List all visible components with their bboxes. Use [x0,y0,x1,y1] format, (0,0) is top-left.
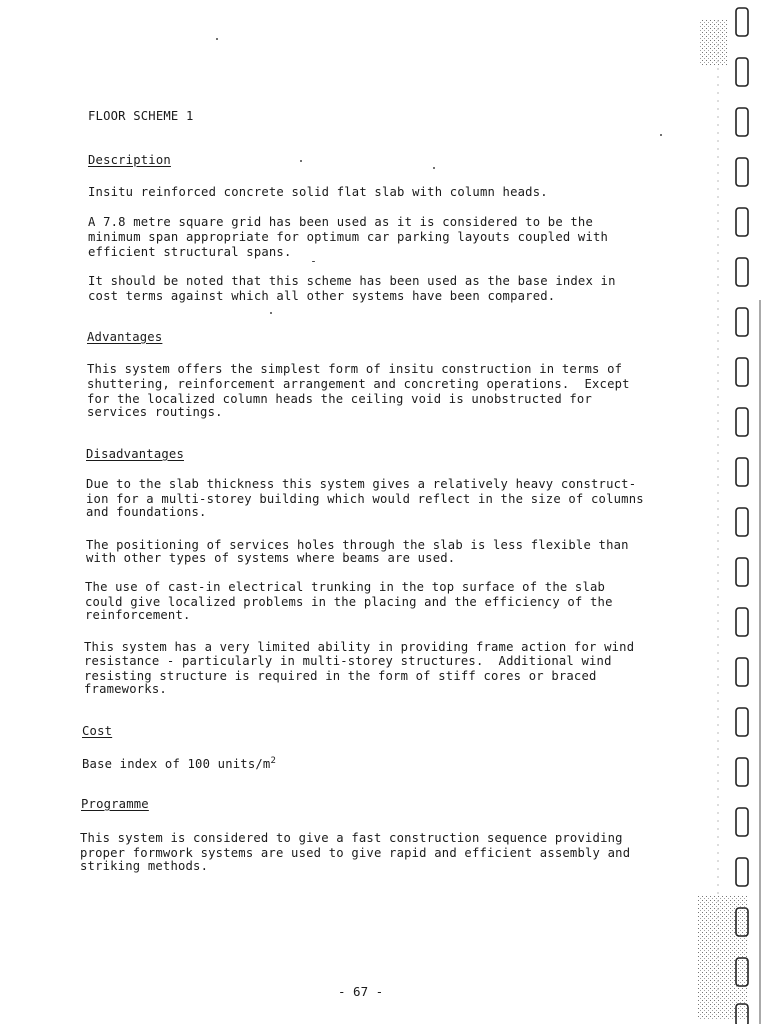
page-number: - 67 - [338,984,384,999]
heading-description: Description [88,153,171,167]
text-line: A 7.8 metre square grid has been used as it is considered to be the [88,215,594,229]
scan-speck [216,38,218,40]
text-line: minimum span appropriate for optimum car parking layouts coupled with [88,230,609,244]
text-line: This system is considered to give a fast construction sequence providing [80,831,623,845]
text-line: could give localized problems in the placing and the efficiency of the [85,595,613,609]
heading-disadvantages: Disadvantages [86,447,184,461]
text-line: services routings. [87,405,223,419]
scan-speck [312,261,315,262]
page-title: FLOOR SCHEME 1 [88,109,194,123]
heading-advantages: Advantages [87,330,163,344]
text-line: This system offers the simplest form of insitu construction in terms of [87,362,623,376]
text-line: frameworks. [84,682,167,696]
spiral-binding [698,0,768,1024]
text-line: reinforcement. [85,608,191,622]
text-line: resisting structure is required in the form of stiff cores or braced [84,669,597,683]
cost-superscript: 2 [270,756,277,766]
heading-programme: Programme [81,797,149,811]
text-line: with other types of systems where beams are used. [86,551,456,565]
text-line: and foundations. [86,505,207,519]
text-line: This system has a very limited ability in providing frame action for wind [84,640,635,654]
text-line: ion for a multi-storey building which would reflect in the size of columns [86,492,644,506]
scan-speck [300,160,302,162]
text-line: cost terms against which all other systems have been compared. [88,289,556,303]
text-line: Insitu reinforced concrete solid flat slab with column heads. [88,185,548,199]
text-line: shuttering, reinforcement arrangement and concreting operations. Except [87,377,630,391]
text-line: Due to the slab thickness this system gives a relatively heavy construct- [86,477,637,491]
cost-value: Base index of 100 units/m [82,757,271,771]
text-line: efficient structural spans. [88,245,292,259]
scan-speck [433,167,435,169]
text-line: proper formwork systems are used to give rapid and efficient assembly and [80,846,631,860]
scan-speck [660,134,662,136]
text-line: for the localized column heads the ceiling void is unobstructed for [87,392,593,406]
text-line: striking methods. [80,859,209,873]
scan-speck [270,312,272,314]
text-line: The positioning of services holes through the slab is less flexible than [86,538,629,552]
text-line: The use of cast-in electrical trunking in the top surface of the slab [85,580,606,594]
heading-cost: Cost [82,724,113,738]
text-line: It should be noted that this scheme has been used as the base index in [88,274,616,288]
cost-text [82,754,276,772]
text-line: resistance - particularly in multi-storey structures. Additional wind [84,654,612,668]
